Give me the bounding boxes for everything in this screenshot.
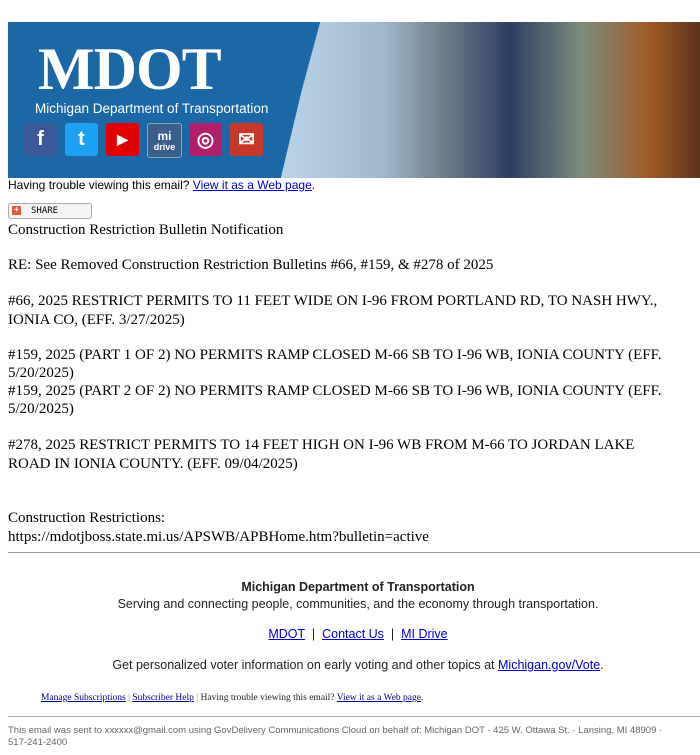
- divider: [8, 716, 700, 717]
- trouble-text: Having trouble viewing this email?: [8, 178, 190, 192]
- footer-tagline: Serving and connecting people, communities, and the economy through transportation.: [117, 597, 599, 611]
- bulletin-line: #159, 2025 (PART 1 OF 2) NO PERMITS RAMP CLOSED M-66 SB TO I-96 WB, IONIA COUNTY (EFF.: [8, 347, 662, 363]
- share-label: SHARE: [31, 206, 59, 216]
- midrive-label: drive: [153, 141, 176, 152]
- bulletin-159-part1: [8, 346, 662, 382]
- manage-subscriptions-link[interactable]: Manage Subscriptions: [41, 693, 126, 703]
- subscription-links: Manage Subscriptions | Subscriber Help | Having trouble viewing this email? View it as a Web page.: [41, 693, 424, 703]
- footer-links: [8, 627, 700, 642]
- restrictions-label: Construction Restrictions:: [8, 510, 166, 526]
- bulletin-line: 5/20/2025): [8, 365, 74, 381]
- voter-end: .: [600, 658, 604, 672]
- view-web-page-link-footer[interactable]: View it as a Web page: [336, 693, 421, 703]
- bulletin-line: 5/20/2025): [8, 401, 74, 417]
- sent-notice: [8, 725, 662, 749]
- sent-phone: 517-241-2400: [8, 737, 68, 748]
- twitter-icon[interactable]: t: [65, 123, 98, 156]
- logo-subtitle: Michigan Department of Transportation: [35, 101, 269, 116]
- subscriber-help-link[interactable]: Subscriber Help: [132, 693, 194, 703]
- mdot-header-banner: [8, 22, 700, 178]
- bulletin-line: #278, 2025 RESTRICT PERMITS TO 14 FEET HIGH ON I-96 WB FROM M-66 TO JORDAN LAKE: [8, 437, 635, 453]
- bulletin-66: [8, 292, 657, 329]
- bulletin-159-part2: [8, 382, 662, 418]
- bulletin-line: #159, 2025 (PART 2 OF 2) NO PERMITS RAMP CLOSED M-66 SB TO I-96 WB, IONIA COUNTY (EFF.: [8, 383, 662, 399]
- trouble-text: Having trouble viewing this email?: [200, 693, 335, 703]
- midrive-mi: mi: [157, 128, 172, 143]
- trouble-end: .: [311, 178, 316, 192]
- midrive-icon[interactable]: [147, 123, 182, 158]
- instagram-icon[interactable]: ◎: [189, 123, 222, 156]
- page-title: Construction Restriction Bulletin Notification: [8, 222, 284, 238]
- construction-restrictions: [8, 509, 429, 546]
- plus-icon: +: [13, 205, 20, 215]
- bulletin-line: ROAD IN IONIA COUNTY. (EFF. 09/04/2025): [8, 455, 298, 472]
- bulletin-line: #66, 2025 RESTRICT PERMITS TO 11 FEET WIDE ON I-96 FROM PORTLAND RD, TO NASH HWY.,: [8, 293, 658, 309]
- voter-text: Get personalized voter information on early voting and other topics at: [112, 658, 495, 672]
- mi-drive-link[interactable]: MI Drive: [401, 627, 448, 641]
- mdot-link[interactable]: MDOT: [268, 627, 305, 641]
- trouble-end: .: [420, 693, 424, 703]
- re-line: RE: See Removed Construction Restriction Bulletins #66, #159, & #278 of 2025: [8, 257, 494, 273]
- bulletin-278: [8, 436, 634, 473]
- restrictions-url: https://mdotjboss.state.mi.us/APSWB/APBHome.htm?bulletin=active: [8, 528, 429, 545]
- voter-info: [8, 658, 700, 673]
- divider: [8, 552, 700, 553]
- trouble-viewing-notice: [8, 178, 315, 192]
- footer-org: Michigan Department of Transportation: [241, 580, 475, 594]
- separator: |: [390, 627, 395, 641]
- contact-us-link[interactable]: Contact Us: [322, 627, 384, 641]
- transportation-photo-collage: [278, 22, 700, 178]
- bulletin-line: IONIA CO, (EFF. 3/27/2025): [8, 311, 185, 328]
- michigan-vote-link[interactable]: Michigan.gov/Vote: [498, 658, 601, 672]
- view-web-page-link[interactable]: View it as a Web page: [192, 178, 312, 192]
- separator: |: [311, 627, 316, 641]
- youtube-icon[interactable]: ▶: [106, 123, 139, 156]
- facebook-icon[interactable]: f: [24, 123, 57, 156]
- sent-line: This email was sent to xxxxxx@gmail.com using GovDelivery Communications Cloud on behalf of: Michigan DOT · 425 W. Ottawa St. · Lansing, MI 48909 ·: [8, 725, 663, 736]
- email-icon[interactable]: ✉: [230, 123, 263, 156]
- mdot-logo: MDOT: [38, 40, 221, 98]
- share-button[interactable]: [8, 203, 92, 219]
